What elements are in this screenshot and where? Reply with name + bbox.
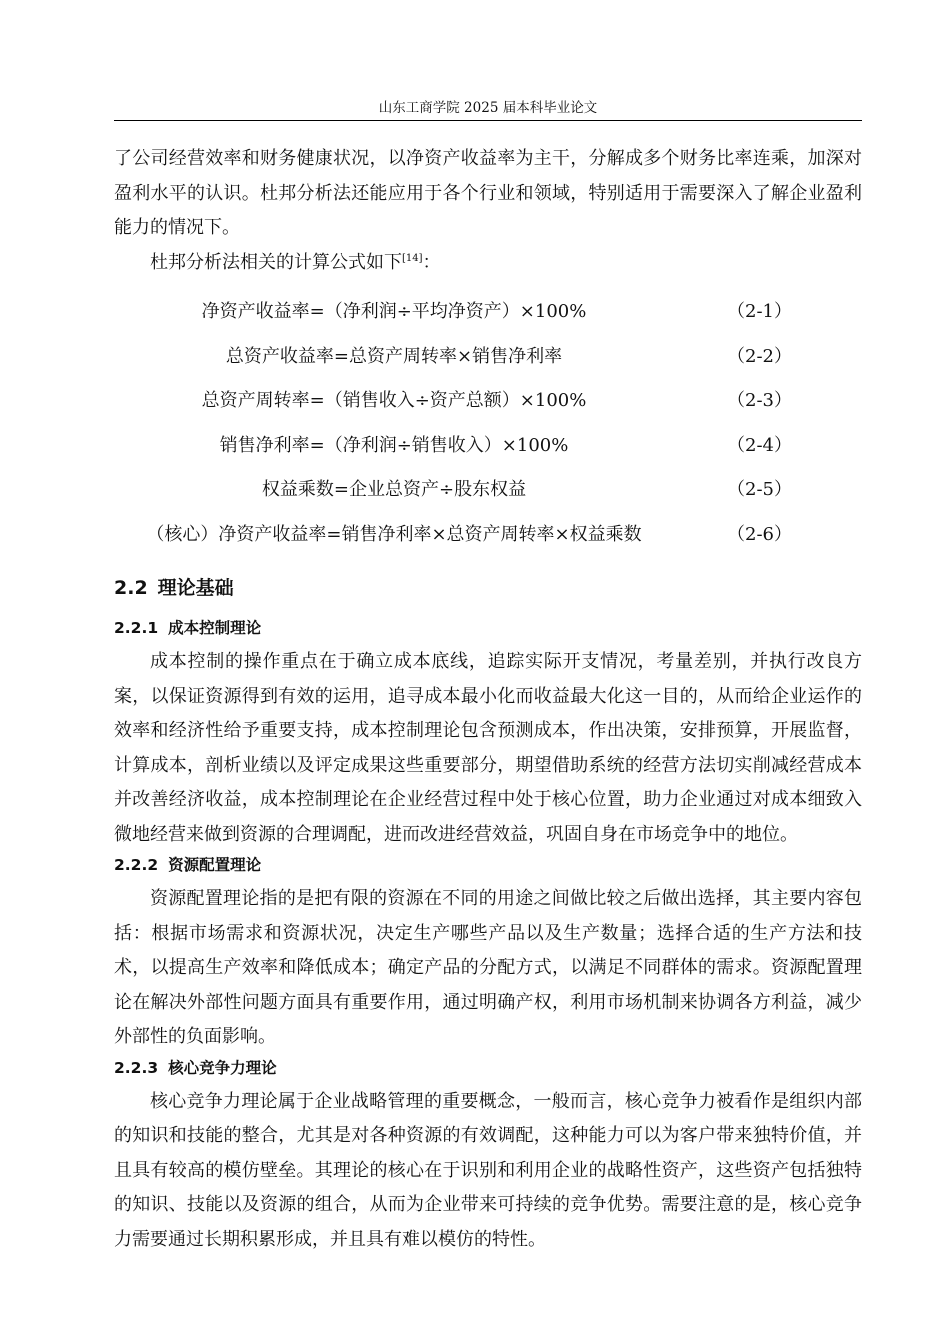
formula-intro-text: 杜邦分析法相关的计算公式如下 (150, 251, 402, 273)
page-content (114, 142, 862, 1257)
formula-number: （2-5） (727, 479, 792, 500)
citation-ref: [14] (402, 252, 423, 264)
formula-intro-paragraph (114, 246, 862, 281)
subsection-title: 资源配置理论 (168, 856, 262, 874)
subsection-paragraph: 成本控制的操作重点在于确立成本底线，追踪实际开支情况，考量差别，并执行改良方案，以保证资源得到有效的运用，追寻成本最小化而收益最大化这一目的，从而给企业运作的效率和经济性给予重要支持，成本控制理论包含预测成本，作出决策，安排预算，开展监督，计算成本，剖析业绩以及评定成果这些重要部分，期望借助系统的经营方法切实削减经营成本并改善经济收益，成本控制理论在企业经营过程中处于核心位置，助力企业通过对成本细致入微地经营来做到资源的合理调配，进而改进经营效益，巩固自身在市场竞争中的地位。 (114, 651, 862, 845)
formula-expression: （核心）净资产收益率=销售净利率×总资产周转率×权益乘数 (146, 523, 642, 545)
formula-row (114, 379, 862, 424)
header-rule (114, 120, 862, 121)
subsection-heading (114, 852, 862, 878)
subsection-paragraph: 资源配置理论指的是把有限的资源在不同的用途之间做比较之后做出选择，其主要内容包括：根据市场需求和资源状况，决定生产哪些产品以及生产数量；选择合适的生产方法和技术，以提高生产效率和降低成本；确定产品的分配方式，以满足不同群体的需求。资源配置理论在解决外部性问题方面具有重要作用，通过明确产权，利用市场机制来协调各方利益，减少外部性的负面影响。 (114, 888, 862, 1047)
formula-number: （2-3） (727, 390, 792, 411)
section-number: 2.2 (114, 577, 148, 599)
subsection-number: 2.2.1 (114, 619, 159, 637)
subsection-paragraph: 核心竞争力理论属于企业战略管理的重要概念，一般而言，核心竞争力被看作是组织内部的知识和技能的整合，尤其是对各种资源的有效调配，这种能力可以为客户带来独特价值，并且具有较高的模仿壁垒。其理论的核心在于识别和利用企业的战略性资产，这些资产包括独特的知识、技能以及资源的组合，从而为企业带来可持续的竞争优势。需要注意的是，核心竞争力需要通过长期积累形成，并且具有难以模仿的特性。 (114, 1090, 862, 1250)
formula-number: （2-2） (727, 345, 792, 367)
formula-expression: 总资产收益率=总资产周转率×销售净利率 (225, 345, 563, 367)
formula-row (114, 335, 862, 380)
formula-expression: 权益乘数=企业总资产÷股东权益 (261, 479, 527, 500)
formula-number: （2-4） (727, 434, 792, 456)
section-heading (114, 575, 862, 601)
formula-row (114, 513, 862, 558)
page-header: 山东工商学院 2025 届本科毕业论文 (378, 100, 598, 116)
subsection-number: 2.2.2 (114, 856, 159, 874)
formula-intro-colon: ： (422, 251, 441, 273)
formula-expression: 销售净利率=（净利润÷销售收入）×100% (219, 434, 569, 456)
subsection-number: 2.2.3 (114, 1058, 159, 1077)
section-title: 理论基础 (157, 577, 234, 599)
intro-paragraph: 了公司经营效率和财务健康状况，以净资产收益率为主干，分解成多个财务比率连乘，加深对盈利水平的认识。杜邦分析法还能应用于各个行业和领域，特别适用于需要深入了解企业盈利能力的情况下。 (114, 148, 862, 238)
formula-row (114, 468, 862, 513)
subsection-heading (114, 1055, 862, 1081)
formula-number: （2-6） (727, 523, 792, 545)
subsection-heading (114, 615, 862, 641)
formula-expression: 总资产周转率=（销售收入÷资产总额）×100% (201, 390, 587, 411)
formula-row (114, 424, 862, 469)
formula-list (114, 290, 862, 557)
formula-expression: 净资产收益率=（净利润÷平均净资产）×100% (201, 301, 587, 322)
formula-row (114, 290, 862, 335)
subsection-title: 成本控制理论 (168, 619, 262, 637)
formula-number: （2-1） (727, 301, 792, 322)
subsection-title: 核心竞争力理论 (168, 1058, 277, 1077)
